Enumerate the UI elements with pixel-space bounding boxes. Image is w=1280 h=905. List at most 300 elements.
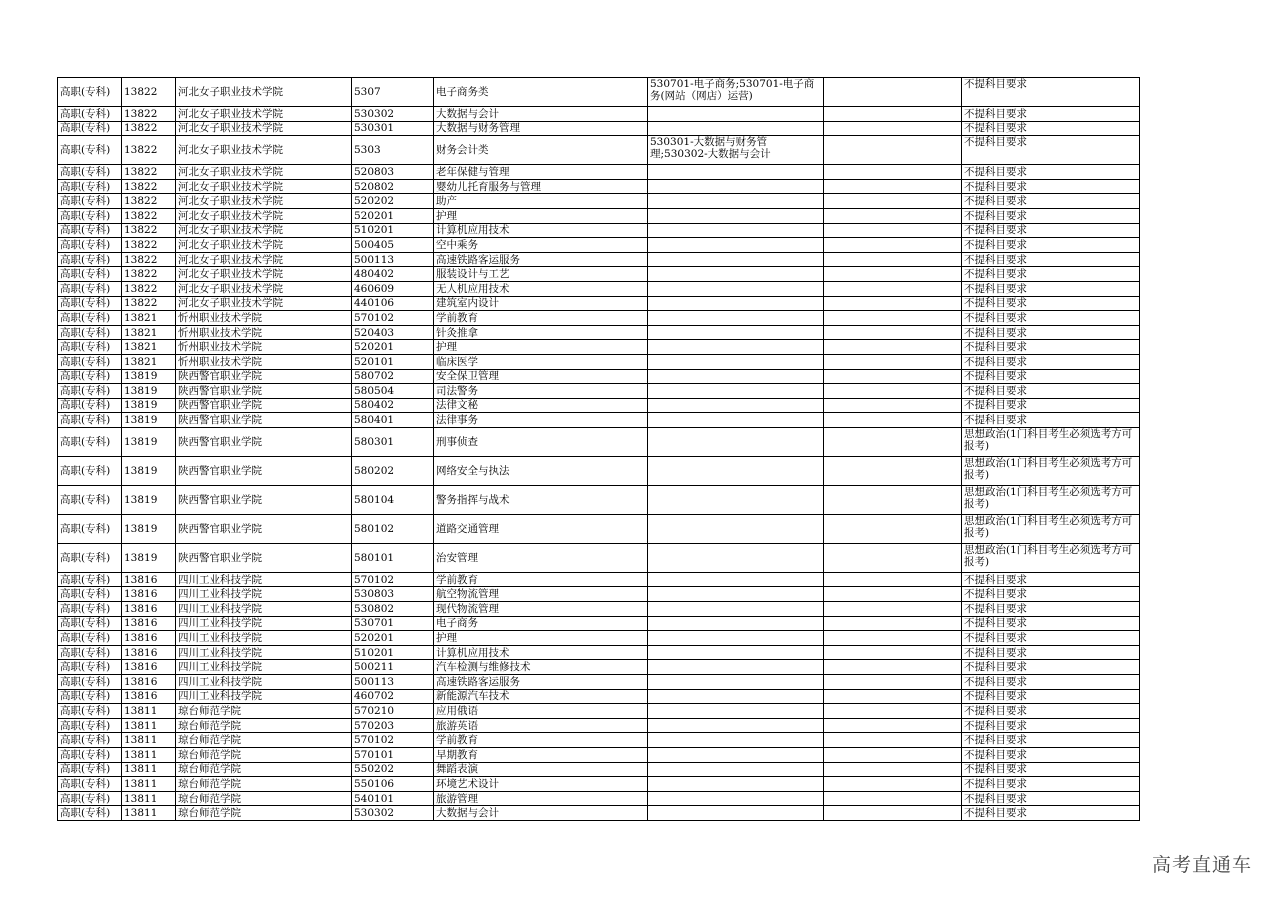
table-row — [58, 179, 1140, 194]
major-code-cell: 500113 — [352, 252, 434, 267]
level-cell: 高职(专科) — [58, 777, 122, 792]
notes-cell — [824, 107, 962, 122]
notes-cell — [824, 296, 962, 311]
level-cell: 高职(专科) — [58, 107, 122, 122]
included-majors-cell — [648, 572, 824, 587]
school-code-cell: 13811 — [122, 704, 176, 719]
included-majors-cell — [648, 748, 824, 763]
major-name-cell: 高速铁路客运服务 — [434, 252, 648, 267]
school-code-cell: 13811 — [122, 777, 176, 792]
level-cell: 高职(专科) — [58, 296, 122, 311]
subject-requirement-cell: 不提科目要求 — [962, 616, 1140, 631]
major-code-cell: 570210 — [352, 704, 434, 719]
included-majors-cell — [648, 777, 824, 792]
notes-cell — [824, 616, 962, 631]
major-code-cell: 520101 — [352, 354, 434, 369]
school-name-cell: 河北女子职业技术学院 — [176, 165, 352, 180]
table-row — [58, 165, 1140, 180]
subject-requirement-cell: 思想政治(1门科目考生必须选考方可报考) — [962, 427, 1140, 456]
table-row — [58, 281, 1140, 296]
table-row — [58, 806, 1140, 821]
school-name-cell: 陕西警官职业学院 — [176, 514, 352, 543]
table-row — [58, 762, 1140, 777]
major-name-cell: 网络安全与执法 — [434, 456, 648, 485]
school-name-cell: 河北女子职业技术学院 — [176, 78, 352, 107]
included-majors-cell — [648, 733, 824, 748]
school-code-cell: 13811 — [122, 762, 176, 777]
table-row — [58, 718, 1140, 733]
school-code-cell: 13811 — [122, 806, 176, 821]
subject-requirement-cell: 不提科目要求 — [962, 208, 1140, 223]
level-cell: 高职(专科) — [58, 762, 122, 777]
notes-cell — [824, 485, 962, 514]
table-row — [58, 296, 1140, 311]
major-name-cell: 助产 — [434, 194, 648, 209]
school-name-cell: 河北女子职业技术学院 — [176, 296, 352, 311]
major-code-cell: 510201 — [352, 645, 434, 660]
included-majors-cell — [648, 485, 824, 514]
major-code-cell: 520802 — [352, 179, 434, 194]
table-row — [58, 208, 1140, 223]
subject-requirement-cell: 不提科目要求 — [962, 252, 1140, 267]
subject-requirement-cell: 不提科目要求 — [962, 267, 1140, 282]
included-majors-cell — [648, 587, 824, 602]
table-row — [58, 267, 1140, 282]
major-code-cell: 570102 — [352, 572, 434, 587]
school-name-cell: 四川工业科技学院 — [176, 689, 352, 704]
subject-requirement-cell: 不提科目要求 — [962, 194, 1140, 209]
included-majors-cell — [648, 543, 824, 572]
subject-requirement-cell: 不提科目要求 — [962, 777, 1140, 792]
major-code-cell: 580102 — [352, 514, 434, 543]
level-cell: 高职(专科) — [58, 543, 122, 572]
major-name-cell: 大数据与财务管理 — [434, 121, 648, 136]
level-cell: 高职(专科) — [58, 194, 122, 209]
major-name-cell: 婴幼儿托育服务与管理 — [434, 179, 648, 194]
notes-cell — [824, 806, 962, 821]
major-name-cell: 高速铁路客运服务 — [434, 675, 648, 690]
major-code-cell: 580104 — [352, 485, 434, 514]
table-row — [58, 340, 1140, 355]
subject-requirement-cell: 不提科目要求 — [962, 398, 1140, 413]
level-cell: 高职(专科) — [58, 748, 122, 763]
major-code-cell: 520202 — [352, 194, 434, 209]
table-row — [58, 514, 1140, 543]
school-code-cell: 13816 — [122, 689, 176, 704]
included-majors-cell — [648, 325, 824, 340]
school-name-cell: 琼台师范学院 — [176, 718, 352, 733]
major-code-cell: 550202 — [352, 762, 434, 777]
table-row — [58, 369, 1140, 384]
major-name-cell: 新能源汽车技术 — [434, 689, 648, 704]
major-name-cell: 法律事务 — [434, 413, 648, 428]
notes-cell — [824, 675, 962, 690]
major-code-cell: 460702 — [352, 689, 434, 704]
included-majors-cell — [648, 413, 824, 428]
included-majors-cell — [648, 165, 824, 180]
notes-cell — [824, 384, 962, 399]
included-majors-cell — [648, 267, 824, 282]
major-name-cell: 舞蹈表演 — [434, 762, 648, 777]
subject-requirement-cell: 不提科目要求 — [962, 325, 1140, 340]
school-name-cell: 忻州职业技术学院 — [176, 340, 352, 355]
level-cell: 高职(专科) — [58, 398, 122, 413]
table-row — [58, 311, 1140, 326]
major-code-cell: 570101 — [352, 748, 434, 763]
subject-requirement-cell: 不提科目要求 — [962, 78, 1140, 107]
major-code-cell: 570102 — [352, 733, 434, 748]
major-code-cell: 5307 — [352, 78, 434, 107]
school-name-cell: 四川工业科技学院 — [176, 631, 352, 646]
major-name-cell: 刑事侦查 — [434, 427, 648, 456]
school-code-cell: 13811 — [122, 733, 176, 748]
major-name-cell: 空中乘务 — [434, 238, 648, 253]
included-majors-cell — [648, 340, 824, 355]
school-code-cell: 13819 — [122, 514, 176, 543]
level-cell: 高职(专科) — [58, 136, 122, 165]
notes-cell — [824, 311, 962, 326]
notes-cell — [824, 587, 962, 602]
subject-requirement-cell: 不提科目要求 — [962, 311, 1140, 326]
school-name-cell: 琼台师范学院 — [176, 762, 352, 777]
included-majors-cell — [648, 194, 824, 209]
subject-requirement-cell: 不提科目要求 — [962, 238, 1140, 253]
major-code-cell: 580101 — [352, 543, 434, 572]
notes-cell — [824, 281, 962, 296]
school-name-cell: 河北女子职业技术学院 — [176, 208, 352, 223]
notes-cell — [824, 223, 962, 238]
notes-cell — [824, 354, 962, 369]
level-cell: 高职(专科) — [58, 223, 122, 238]
school-name-cell: 琼台师范学院 — [176, 806, 352, 821]
major-name-cell: 护理 — [434, 340, 648, 355]
major-name-cell: 学前教育 — [434, 733, 648, 748]
major-code-cell: 460609 — [352, 281, 434, 296]
school-name-cell: 忻州职业技术学院 — [176, 311, 352, 326]
table-row — [58, 107, 1140, 122]
school-code-cell: 13819 — [122, 413, 176, 428]
notes-cell — [824, 762, 962, 777]
school-code-cell: 13816 — [122, 645, 176, 660]
table-row — [58, 223, 1140, 238]
school-code-cell: 13821 — [122, 311, 176, 326]
table-row — [58, 660, 1140, 675]
level-cell: 高职(专科) — [58, 485, 122, 514]
major-name-cell: 学前教育 — [434, 572, 648, 587]
major-name-cell: 计算机应用技术 — [434, 645, 648, 660]
school-name-cell: 河北女子职业技术学院 — [176, 194, 352, 209]
included-majors-cell — [648, 456, 824, 485]
table-row — [58, 587, 1140, 602]
table-row — [58, 485, 1140, 514]
school-code-cell: 13811 — [122, 718, 176, 733]
subject-requirement-cell: 不提科目要求 — [962, 340, 1140, 355]
notes-cell — [824, 602, 962, 617]
school-name-cell: 四川工业科技学院 — [176, 587, 352, 602]
table-row — [58, 413, 1140, 428]
major-name-cell: 司法警务 — [434, 384, 648, 399]
table-row — [58, 602, 1140, 617]
major-code-cell: 580504 — [352, 384, 434, 399]
subject-requirement-cell: 不提科目要求 — [962, 602, 1140, 617]
major-code-cell: 500113 — [352, 675, 434, 690]
subject-requirement-cell: 不提科目要求 — [962, 718, 1140, 733]
major-name-cell: 治安管理 — [434, 543, 648, 572]
subject-requirement-cell: 不提科目要求 — [962, 762, 1140, 777]
included-majors-cell — [648, 238, 824, 253]
included-majors-cell — [648, 806, 824, 821]
school-code-cell: 13822 — [122, 238, 176, 253]
subject-requirement-cell: 不提科目要求 — [962, 121, 1140, 136]
notes-cell — [824, 427, 962, 456]
major-name-cell: 大数据与会计 — [434, 806, 648, 821]
notes-cell — [824, 369, 962, 384]
major-name-cell: 电子商务类 — [434, 78, 648, 107]
table-row — [58, 572, 1140, 587]
major-name-cell: 财务会计类 — [434, 136, 648, 165]
table-row — [58, 645, 1140, 660]
major-code-cell: 5303 — [352, 136, 434, 165]
school-code-cell: 13819 — [122, 543, 176, 572]
subject-requirement-cell: 思想政治(1门科目考生必须选考方可报考) — [962, 485, 1140, 514]
level-cell: 高职(专科) — [58, 354, 122, 369]
subject-requirement-cell: 不提科目要求 — [962, 223, 1140, 238]
level-cell: 高职(专科) — [58, 121, 122, 136]
included-majors-cell — [648, 208, 824, 223]
school-name-cell: 河北女子职业技术学院 — [176, 223, 352, 238]
notes-cell — [824, 340, 962, 355]
notes-cell — [824, 748, 962, 763]
notes-cell — [824, 121, 962, 136]
table-row — [58, 675, 1140, 690]
school-name-cell: 琼台师范学院 — [176, 791, 352, 806]
table-row — [58, 616, 1140, 631]
school-code-cell: 13819 — [122, 485, 176, 514]
level-cell: 高职(专科) — [58, 208, 122, 223]
major-name-cell: 旅游管理 — [434, 791, 648, 806]
subject-requirement-cell: 不提科目要求 — [962, 384, 1140, 399]
school-code-cell: 13822 — [122, 281, 176, 296]
included-majors-cell — [648, 718, 824, 733]
included-majors-cell: 530301-大数据与财务管理;530302-大数据与会计 — [648, 136, 824, 165]
major-name-cell: 护理 — [434, 631, 648, 646]
subject-requirement-cell: 不提科目要求 — [962, 413, 1140, 428]
included-majors-cell — [648, 616, 824, 631]
watermark-logo-text: 高考直通车 — [1151, 854, 1252, 876]
level-cell: 高职(专科) — [58, 514, 122, 543]
subject-requirement-cell: 不提科目要求 — [962, 296, 1140, 311]
major-code-cell: 530302 — [352, 806, 434, 821]
level-cell: 高职(专科) — [58, 427, 122, 456]
school-name-cell: 忻州职业技术学院 — [176, 325, 352, 340]
subject-requirement-cell: 不提科目要求 — [962, 675, 1140, 690]
level-cell: 高职(专科) — [58, 340, 122, 355]
major-name-cell: 学前教育 — [434, 311, 648, 326]
subject-requirement-cell: 不提科目要求 — [962, 631, 1140, 646]
table-body — [58, 78, 1140, 821]
school-name-cell: 四川工业科技学院 — [176, 602, 352, 617]
level-cell: 高职(专科) — [58, 806, 122, 821]
major-code-cell: 570203 — [352, 718, 434, 733]
school-code-cell: 13816 — [122, 616, 176, 631]
school-name-cell: 河北女子职业技术学院 — [176, 238, 352, 253]
major-code-cell: 580401 — [352, 413, 434, 428]
level-cell: 高职(专科) — [58, 325, 122, 340]
subject-requirement-cell: 不提科目要求 — [962, 587, 1140, 602]
notes-cell — [824, 660, 962, 675]
subject-requirement-cell: 不提科目要求 — [962, 689, 1140, 704]
notes-cell — [824, 267, 962, 282]
major-code-cell: 520201 — [352, 208, 434, 223]
school-code-cell: 13816 — [122, 631, 176, 646]
notes-cell — [824, 136, 962, 165]
major-name-cell: 临床医学 — [434, 354, 648, 369]
included-majors-cell — [648, 602, 824, 617]
level-cell: 高职(专科) — [58, 238, 122, 253]
major-code-cell: 530802 — [352, 602, 434, 617]
major-name-cell: 早期教育 — [434, 748, 648, 763]
notes-cell — [824, 791, 962, 806]
included-majors-cell: 530701-电子商务;530701-电子商务(网站（网店）运营) — [648, 78, 824, 107]
table-row — [58, 543, 1140, 572]
major-code-cell: 520201 — [352, 631, 434, 646]
subject-requirement-cell: 不提科目要求 — [962, 748, 1140, 763]
school-name-cell: 四川工业科技学院 — [176, 616, 352, 631]
school-name-cell: 河北女子职业技术学院 — [176, 179, 352, 194]
major-name-cell: 安全保卫管理 — [434, 369, 648, 384]
major-name-cell: 针灸推拿 — [434, 325, 648, 340]
school-code-cell: 13822 — [122, 194, 176, 209]
included-majors-cell — [648, 384, 824, 399]
major-name-cell: 建筑室内设计 — [434, 296, 648, 311]
notes-cell — [824, 777, 962, 792]
level-cell: 高职(专科) — [58, 311, 122, 326]
level-cell: 高职(专科) — [58, 165, 122, 180]
major-code-cell: 520403 — [352, 325, 434, 340]
level-cell: 高职(专科) — [58, 413, 122, 428]
table-row — [58, 398, 1140, 413]
table-row — [58, 631, 1140, 646]
major-code-cell: 580301 — [352, 427, 434, 456]
school-name-cell: 琼台师范学院 — [176, 777, 352, 792]
included-majors-cell — [648, 689, 824, 704]
table-row — [58, 136, 1140, 165]
level-cell: 高职(专科) — [58, 733, 122, 748]
school-code-cell: 13822 — [122, 296, 176, 311]
notes-cell — [824, 252, 962, 267]
school-code-cell: 13822 — [122, 165, 176, 180]
included-majors-cell — [648, 660, 824, 675]
included-majors-cell — [648, 354, 824, 369]
school-code-cell: 13816 — [122, 587, 176, 602]
table-row — [58, 354, 1140, 369]
level-cell: 高职(专科) — [58, 675, 122, 690]
notes-cell — [824, 718, 962, 733]
major-name-cell: 老年保健与管理 — [434, 165, 648, 180]
notes-cell — [824, 78, 962, 107]
school-name-cell: 四川工业科技学院 — [176, 645, 352, 660]
notes-cell — [824, 165, 962, 180]
notes-cell — [824, 514, 962, 543]
notes-cell — [824, 689, 962, 704]
major-name-cell: 航空物流管理 — [434, 587, 648, 602]
level-cell: 高职(专科) — [58, 384, 122, 399]
school-code-cell: 13811 — [122, 791, 176, 806]
school-name-cell: 琼台师范学院 — [176, 704, 352, 719]
major-name-cell: 现代物流管理 — [434, 602, 648, 617]
school-code-cell: 13819 — [122, 384, 176, 399]
major-code-cell: 480402 — [352, 267, 434, 282]
major-code-cell: 540101 — [352, 791, 434, 806]
school-name-cell: 琼台师范学院 — [176, 733, 352, 748]
subject-requirement-cell: 不提科目要求 — [962, 369, 1140, 384]
major-name-cell: 大数据与会计 — [434, 107, 648, 122]
school-code-cell: 13819 — [122, 456, 176, 485]
notes-cell — [824, 398, 962, 413]
subject-requirement-cell: 不提科目要求 — [962, 660, 1140, 675]
school-name-cell: 河北女子职业技术学院 — [176, 107, 352, 122]
subject-requirement-cell: 不提科目要求 — [962, 281, 1140, 296]
school-code-cell: 13822 — [122, 223, 176, 238]
level-cell: 高职(专科) — [58, 645, 122, 660]
school-code-cell: 13819 — [122, 369, 176, 384]
table-row — [58, 689, 1140, 704]
school-code-cell: 13822 — [122, 179, 176, 194]
school-code-cell: 13822 — [122, 208, 176, 223]
school-code-cell: 13816 — [122, 602, 176, 617]
major-code-cell: 530301 — [352, 121, 434, 136]
included-majors-cell — [648, 398, 824, 413]
notes-cell — [824, 413, 962, 428]
school-name-cell: 忻州职业技术学院 — [176, 354, 352, 369]
school-code-cell: 13819 — [122, 398, 176, 413]
level-cell: 高职(专科) — [58, 631, 122, 646]
notes-cell — [824, 208, 962, 223]
major-code-cell: 550106 — [352, 777, 434, 792]
table-row — [58, 238, 1140, 253]
included-majors-cell — [648, 296, 824, 311]
included-majors-cell — [648, 631, 824, 646]
school-name-cell: 四川工业科技学院 — [176, 572, 352, 587]
table-row — [58, 325, 1140, 340]
subject-requirement-cell: 不提科目要求 — [962, 791, 1140, 806]
major-code-cell: 530803 — [352, 587, 434, 602]
school-code-cell: 13816 — [122, 675, 176, 690]
level-cell: 高职(专科) — [58, 587, 122, 602]
subject-requirement-cell: 思想政治(1门科目考生必须选考方可报考) — [962, 456, 1140, 485]
school-name-cell: 河北女子职业技术学院 — [176, 136, 352, 165]
school-name-cell: 四川工业科技学院 — [176, 675, 352, 690]
table-row — [58, 121, 1140, 136]
school-code-cell: 13822 — [122, 78, 176, 107]
table-row — [58, 384, 1140, 399]
school-name-cell: 陕西警官职业学院 — [176, 485, 352, 514]
major-code-cell: 520201 — [352, 340, 434, 355]
school-name-cell: 琼台师范学院 — [176, 748, 352, 763]
included-majors-cell — [648, 252, 824, 267]
notes-cell — [824, 194, 962, 209]
major-name-cell: 环境艺术设计 — [434, 777, 648, 792]
school-name-cell: 河北女子职业技术学院 — [176, 267, 352, 282]
table-row — [58, 252, 1140, 267]
school-code-cell: 13819 — [122, 427, 176, 456]
school-code-cell: 13816 — [122, 660, 176, 675]
major-code-cell: 530701 — [352, 616, 434, 631]
school-name-cell: 河北女子职业技术学院 — [176, 281, 352, 296]
major-code-cell: 530302 — [352, 107, 434, 122]
level-cell: 高职(专科) — [58, 267, 122, 282]
school-name-cell: 陕西警官职业学院 — [176, 413, 352, 428]
